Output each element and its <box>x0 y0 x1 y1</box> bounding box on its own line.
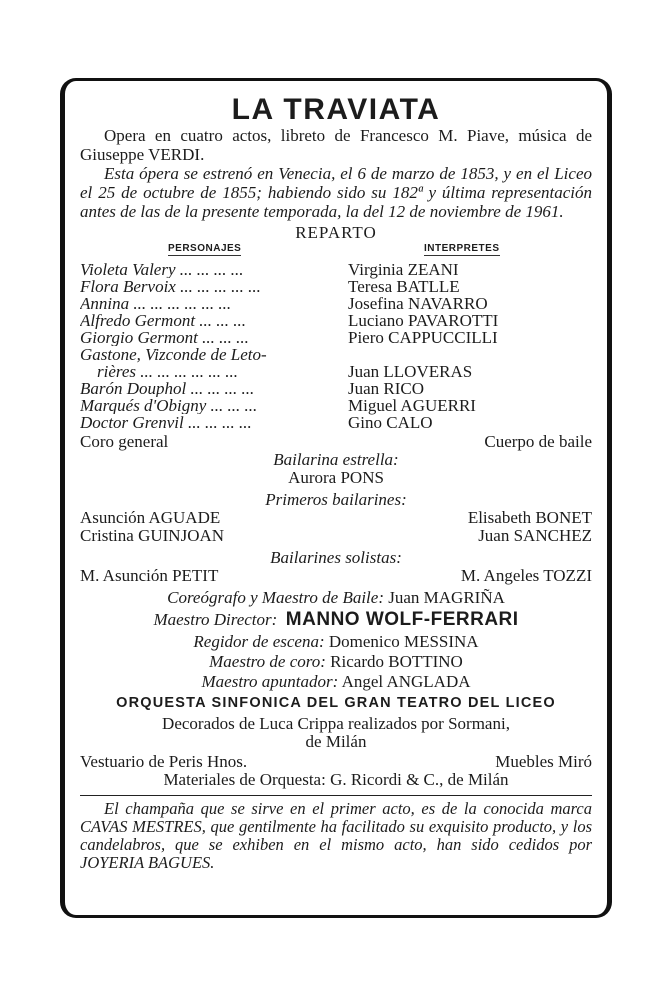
cast-row <box>80 278 592 295</box>
coro-general: Coro general <box>80 432 169 451</box>
vestuario: Vestuario de Peris Hnos. <box>80 752 248 771</box>
director-label: Maestro Director: <box>153 610 278 629</box>
cast-row <box>80 380 592 397</box>
regidor-line <box>80 633 592 651</box>
cast-row <box>80 363 592 380</box>
personajes-header: PERSONAJES <box>168 243 242 254</box>
director-line <box>80 609 592 631</box>
coro-cuerpo-row <box>80 433 592 451</box>
coro-maestro-label: Maestro de coro: <box>209 652 326 671</box>
performer: Juan RICO <box>348 379 425 398</box>
solistas-left: M. Asunción PETIT <box>80 566 219 585</box>
materiales-line: Materiales de Orquesta: G. Ricordi & C., de Milán <box>163 770 509 789</box>
role: Violeta Valery ... ... ... ... <box>80 261 244 278</box>
cast-row <box>80 261 592 278</box>
apuntador-line <box>80 673 592 691</box>
primeros-right: Juan SANCHEZ <box>478 526 592 545</box>
cast-row <box>80 295 592 312</box>
role: Annina ... ... ... ... ... ... <box>80 295 232 312</box>
coro-maestro-line <box>80 653 592 671</box>
cast-headers <box>80 243 592 259</box>
role: Flora Bervoix ... ... ... ... ... <box>80 278 261 295</box>
cast-row <box>80 414 592 431</box>
divider <box>80 795 592 796</box>
decorados-line: Decorados de Luca Crippa realizados por Sormani, <box>162 714 510 733</box>
decorados-line-2: de Milán <box>305 732 367 751</box>
role: Giorgio Germont ... ... ... <box>80 329 249 346</box>
role: Alfredo Germont ... ... ... <box>80 312 247 329</box>
cast-row <box>80 397 592 414</box>
primeros-left: Asunción AGUADE <box>80 508 221 527</box>
solistas-label: Bailarines solistas: <box>270 548 402 567</box>
cast-list <box>80 261 592 431</box>
program-page <box>80 88 592 872</box>
bailarina-estrella-label: Bailarina estrella: <box>273 450 399 469</box>
performer <box>348 346 592 363</box>
solistas-row <box>80 567 592 585</box>
performer: Miguel AGUERRI <box>348 396 476 415</box>
primeros-row <box>80 509 592 527</box>
performer: Teresa BATLLE <box>348 277 460 296</box>
cast-row <box>80 329 592 346</box>
vestuario-row <box>80 753 592 771</box>
performer: Gino CALO <box>348 413 433 432</box>
role: rières ... ... ... ... ... ... <box>80 363 239 380</box>
cast-row <box>80 312 592 329</box>
performer: Josefina NAVARRO <box>348 294 488 313</box>
coreografo-name: Juan MAGRIÑA <box>388 588 505 607</box>
role: Doctor Grenvil ... ... ... ... <box>80 414 252 431</box>
apuntador-label: Maestro apuntador: <box>201 672 339 691</box>
primeros-right: Elisabeth BONET <box>467 508 592 527</box>
intro-text: Opera en cuatro actos, libreto de Francesco M. Piave, música de Giuseppe VERDI. <box>80 126 592 164</box>
solistas-right: M. Angeles TOZZI <box>460 566 592 585</box>
performer: Luciano PAVAROTTI <box>348 311 499 330</box>
orquesta-title: ORQUESTA SINFONICA DEL GRAN TEATRO DEL LICEO <box>116 695 556 711</box>
primeros-label: Primeros bailarines: <box>265 490 407 509</box>
apuntador-name: Angel ANGLADA <box>341 672 471 691</box>
cuerpo-de-baile: Cuerpo de baile <box>484 432 592 451</box>
performer: Juan LLOVERAS <box>348 362 473 381</box>
role: Gastone, Vizconde de Leto- <box>80 346 267 363</box>
interpretes-header: INTERPRETES <box>424 243 500 254</box>
footer-note: El champaña que se sirve en el primer acto, es de la conocida marca CAVAS MESTRES, que gentilmente ha facilitado su exquisito producto, y los candelabros, que se exhiben en el mismo acto, han sido cedidos por JOYERIA BAGUES. <box>80 799 592 872</box>
role: Barón Douphol ... ... ... ... <box>80 380 255 397</box>
director-name: MANNO WOLF-FERRARI <box>285 609 519 630</box>
history-text: Esta ópera se estrenó en Venecia, el 6 de marzo de 1853, y en el Liceo el 25 de octubre de 1855; habiendo sido su 182ª y última representación antes de las de la presente temporada, la del 12 de noviembre de 1961. <box>80 164 592 221</box>
cast-row <box>80 346 592 363</box>
opera-title: LA TRAVIATA <box>231 93 441 126</box>
reparto-heading: REPARTO <box>295 223 377 242</box>
muebles: Muebles Miró <box>495 752 592 771</box>
performer: Piero CAPPUCCILLI <box>348 328 498 347</box>
primeros-row <box>80 527 592 545</box>
role: Marqués d'Obigny ... ... ... <box>80 397 258 414</box>
coreografo-line <box>80 589 592 607</box>
coreografo-label: Coreógrafo y Maestro de Baile: <box>167 588 384 607</box>
bailarina-estrella: Aurora PONS <box>288 468 384 487</box>
performer: Virginia ZEANI <box>348 260 459 279</box>
primeros-left: Cristina GUINJOAN <box>80 526 225 545</box>
regidor-name: Domenico MESSINA <box>328 632 479 651</box>
regidor-label: Regidor de escena: <box>193 632 325 651</box>
coro-maestro-name: Ricardo BOTTINO <box>330 652 463 671</box>
